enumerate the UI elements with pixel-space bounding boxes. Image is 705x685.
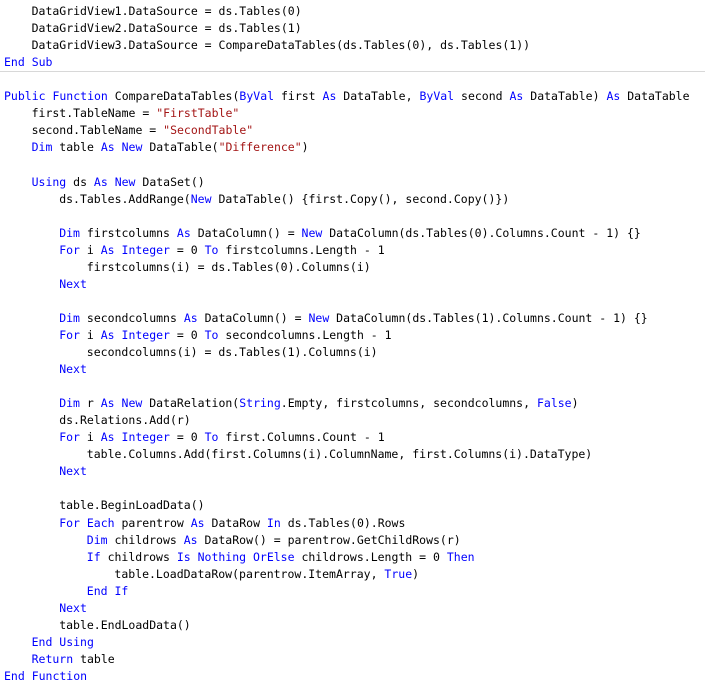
code-line [32,20,302,37]
keyword-token: Using [31,174,67,189]
keyword-token: For [59,430,80,445]
code-token: DataRow() = parentrow.GetChildRows(r) [197,532,461,547]
code-token: second [454,89,510,104]
keyword-token: As [176,225,191,240]
code-token: DataTable() {first.Copy(), second.Copy()}) [211,191,510,206]
code-token: childrows [100,549,177,564]
keyword-token: In [266,515,281,530]
keyword-token: As Integer [100,430,170,445]
keyword-token: As New [93,174,136,189]
keyword-token: Dim [59,396,80,411]
code-token: firstcolumns [79,225,177,240]
code-line [87,446,592,463]
keyword-token: End If [86,583,129,598]
code-line [32,105,240,122]
keyword-token: If [86,549,101,564]
keyword-token: As [606,89,621,104]
code-token: ) [412,566,420,581]
keyword-token: For [59,327,80,342]
code-token: ) [571,396,579,411]
code-token: first.TableName = [31,106,157,121]
code-token: DataGridView2.DataSource = ds.Tables(1) [31,21,302,36]
code-token: = 0 [170,430,205,445]
code-token: DataRow [204,515,267,530]
code-token: DataSet() [135,174,205,189]
code-token: DataColumn() = [197,310,309,325]
code-token: DataTable, [336,89,420,104]
code-line [32,3,302,20]
keyword-token: Dim [59,310,80,325]
code-token: DataTable( [142,140,219,155]
code-token: secondcolumns [79,310,184,325]
string-token: "Difference" [218,140,302,155]
code-line [87,259,371,276]
string-token: "FirstTable" [156,106,240,121]
code-line [87,344,378,361]
code-line [59,412,191,429]
keyword-token: Dim [31,140,53,155]
code-token: DataRelation( [142,396,240,411]
code-token: firstcolumns(i) = ds.Tables(0).Columns(i) [86,259,371,274]
code-token: table [52,140,101,155]
code-line [59,310,648,327]
keyword-token: End Function [4,668,88,683]
code-line [32,139,309,156]
code-line [59,191,509,208]
keyword-token: To [204,327,219,342]
code-line [59,242,384,259]
code-line [59,617,191,634]
code-token: CompareDataTables( [107,89,240,104]
code-token: ds [66,174,94,189]
keyword-token: ByVal [419,89,455,104]
code-line [59,276,87,293]
code-token: = 0 [170,327,205,342]
code-line [32,174,205,191]
code-token: .Empty, firstcolumns, secondcolumns, [280,396,537,411]
code-line [4,88,690,105]
keyword-token: False [536,396,572,411]
code-line [59,327,391,344]
code-line [59,395,578,412]
code-token: table.EndLoadData() [59,617,191,632]
code-token: secondcolumns(i) = ds.Tables(1).Columns(i) [86,345,378,359]
keyword-token: Dim [86,532,108,547]
code-token: table.BeginLoadData() [59,498,205,513]
code-line [87,532,461,549]
code-line [59,429,384,446]
code-token: r [79,396,101,411]
keyword-token: As [183,310,198,325]
keyword-token: Dim [59,225,80,240]
keyword-token: As [509,89,524,104]
code-token: ) [301,140,309,155]
keyword-token: As New [100,396,143,411]
code-token: DataTable) [523,89,607,104]
code-token: i [79,430,101,445]
keyword-token: Then [446,549,475,564]
keyword-token: As [322,89,337,104]
keyword-token: End Sub [4,55,53,70]
code-token: first [274,89,323,104]
code-token: i [79,327,101,342]
code-token: first.Columns.Count - 1 [218,430,385,445]
keyword-token: ByVal [239,89,275,104]
keyword-token: As Integer [100,242,170,257]
code-token: second.TableName = [31,123,164,138]
keyword-token: String [239,396,281,411]
keyword-token: End Using [31,634,94,649]
code-token: DataGridView1.DataSource = ds.Tables(0) [31,4,302,18]
code-line [59,515,405,532]
keyword-token: For Each [59,515,115,530]
keyword-token: Is Nothing OrElse [176,549,295,564]
code-line [114,566,419,583]
code-token: table.Columns.Add(first.Columns(i).ColumnName, first.Columns(i).DataType) [86,447,593,462]
code-token: firstcolumns.Length - 1 [218,242,385,257]
code-token: childrows [107,532,184,547]
keyword-token: Next [59,600,87,615]
code-line [32,37,531,54]
code-token: parentrow [114,515,191,530]
code-token: ds.Tables.AddRange( [59,191,191,206]
code-token: secondcolumns.Length - 1 [218,327,392,342]
code-line [59,463,87,480]
keyword-token: Return [31,651,74,666]
keyword-token: Next [59,362,87,377]
keyword-token: True [384,566,413,581]
code-token: DataColumn() = [190,225,302,240]
code-line [59,497,204,514]
code-token: table.LoadDataRow(parentrow.ItemArray, [114,566,385,581]
keyword-token: Next [59,464,87,479]
code-line [59,225,641,242]
keyword-token: As [190,515,205,530]
method-separator [0,71,705,72]
code-token: ds.Tables(0).Rows [280,515,406,530]
code-line [59,600,87,617]
code-line [59,361,87,378]
keyword-token: As Integer [100,327,170,342]
keyword-token: New [301,225,323,240]
code-token: DataColumn(ds.Tables(1).Columns.Count - 1) {} [329,310,648,325]
code-token: DataColumn(ds.Tables(0).Columns.Count - 1) {} [322,225,641,240]
code-line [87,549,475,566]
string-token: "SecondTable" [163,123,254,138]
keyword-token: New [308,310,330,325]
code-token: i [79,242,101,257]
code-line [32,634,94,651]
code-token: = 0 [170,242,205,257]
code-token: ds.Relations.Add(r) [59,413,191,428]
code-token: table [73,651,115,666]
keyword-token: Next [59,276,87,291]
code-token: DataTable [620,89,690,104]
keyword-token: As New [100,140,143,155]
code-line [4,668,87,685]
keyword-token: New [190,191,212,206]
code-line [32,122,254,139]
keyword-token: Public Function [4,89,108,104]
keyword-token: To [204,242,219,257]
code-token: childrows.Length = 0 [294,549,447,564]
keyword-token: As [183,532,198,547]
code-line [4,54,52,71]
code-line [87,583,129,600]
code-line [32,651,115,668]
code-token: DataGridView3.DataSource = CompareDataTables(ds.Tables(0), ds.Tables(1)) [31,38,531,53]
keyword-token: For [59,242,80,257]
keyword-token: To [204,430,219,445]
